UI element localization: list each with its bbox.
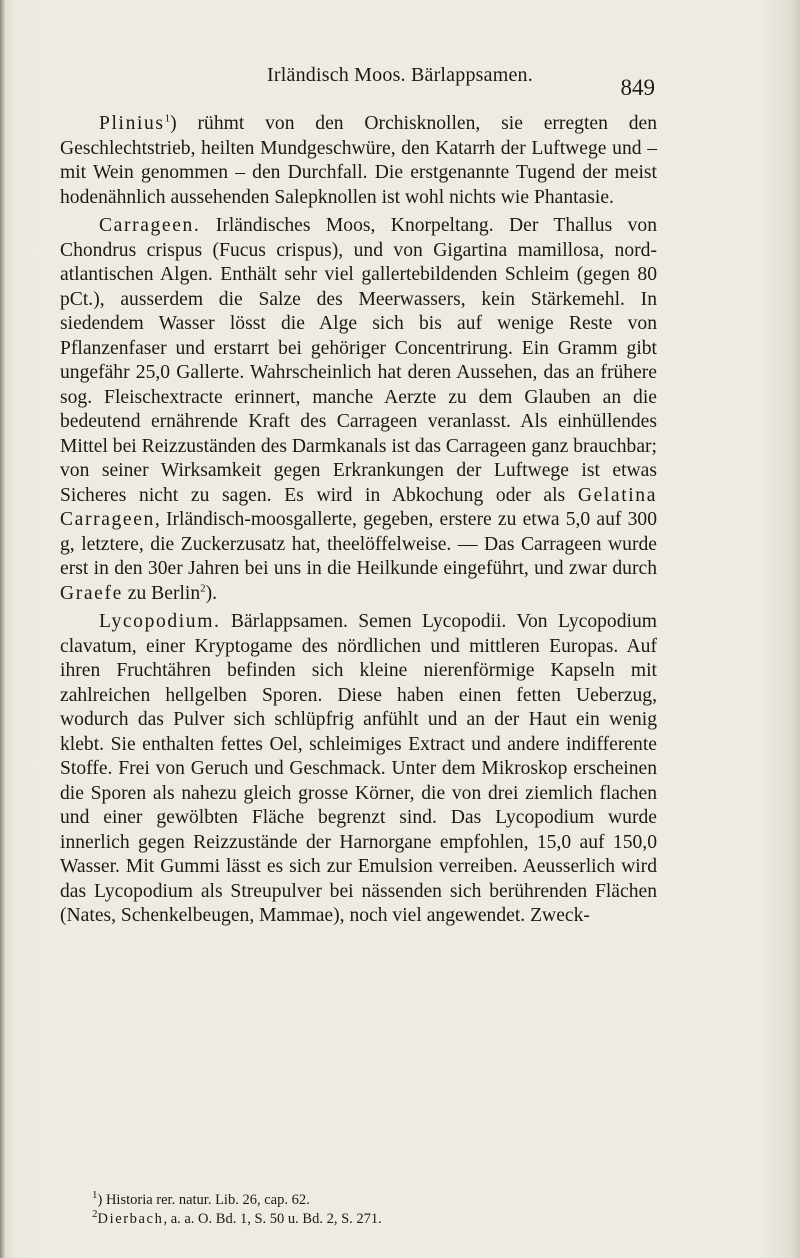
- footnote-1: [92, 1191, 652, 1210]
- footnote-mark: 1: [92, 1189, 98, 1202]
- main-text: [60, 112, 657, 929]
- footnote-ref: 1: [164, 112, 171, 125]
- page-number: 849: [620, 75, 655, 100]
- entry-heading-lycopodium: Lycopodium.: [99, 611, 221, 632]
- paragraph-text: zu Berlin: [122, 582, 201, 604]
- person-name: Graefe: [60, 582, 123, 604]
- paragraph-lycopodium: [60, 610, 657, 929]
- footnote-text: , a. a. O. Bd. 1, S. 50 u. Bd. 2, S. 271.: [163, 1211, 382, 1227]
- footnote-ref: 2: [200, 581, 206, 594]
- preparation-name: Gelatina Carrageen: [60, 484, 657, 530]
- paragraph-text: , Irländisch-moosgallerte, gegeben, erstere zu etwa 5,0 auf 300 g, letztere, die Zuckerzusatz hat, theelöffelweise. — Das Carrageen wurde erst in den 30er Jahren bei uns in die Heilkunde eingeführt, und zwar durch: [60, 509, 657, 579]
- paragraph-text: Irländisches Moos, Knorpeltang. Der Thallus von Chondrus crispus (Fucus crispus), und von Gigartina mamillosa, nord-atlantischen Algen. Enthält sehr viel gallertebildenden Schleim (gegen 80 pCt.), ausserdem die Salze des Meerwassers, kein Stärkemehl. In siedendem Wasser lösst die Alge sich bis auf wenige Reste von Pflanzenfaser und erstarrt bei gehöriger Concentrirung. Ein Gramm gibt ungefähr 25,0 Gallerte. Wahrscheinlich hat deren Aussehen, das an frühere sog. Fleischextracte erinnert, manche Aerzte zu dem Glauben an die bedeutend ernährende Kraft des Carrageen veranlasst. Als einhüllendes Mittel bei Reizzuständen des Darmkanals ist das Carrageen ganz brauchbar; von seiner Wirksamkeit gegen Erkrankungen der Luftwege ist etwas Sicheres nicht zu sagen. Es wird in Abkochung oder als: [60, 215, 657, 506]
- page-edge-shadow: [0, 0, 5, 1258]
- footnote-text: ) Historia rer. natur. Lib. 26, cap. 62.: [97, 1192, 310, 1208]
- footnote-author: Dierbach: [97, 1211, 164, 1227]
- page-header: [0, 64, 800, 104]
- paragraph-text: ).: [205, 582, 218, 604]
- footnote-mark: 2: [92, 1208, 98, 1221]
- running-title: Irländisch Moos. Bärlappsamen.: [267, 64, 533, 86]
- footnote-2: [92, 1210, 652, 1229]
- author-name: Plinius: [99, 113, 165, 134]
- entry-heading-carrageen: Carrageen.: [99, 215, 201, 236]
- paragraph-text: ) rühmt von den Orchisknollen, sie erregten den Geschlechtstrieb, heilten Mundgeschwüre, den Katarrh der Luftwege und – mit Wein genommen – den Durchfall. Die erstgenannte Tugend der meist hodenähnlich aussehenden Salepknollen ist wohl nichts wie Phantasie.: [60, 113, 657, 208]
- paragraph-carrageen: [60, 214, 657, 606]
- paragraph-plinius: [60, 112, 657, 210]
- footnotes: [92, 1191, 652, 1229]
- paragraph-text: Bärlappsamen. Semen Lycopodii. Von Lycopodium clavatum, einer Kryptogame des nördlichen und mittleren Europas. Auf ihren Fruchtähren befinden sich kleine nierenförmige Kapseln mit zahlreichen hellgelben Sporen. Diese haben einen fetten Ueberzug, wodurch das Pulver sich schlüpfrig anfühlt und an der Haut ein wenig klebt. Sie enthalten fettes Oel, schleimiges Extract und andere indifferente Stoffe. Frei von Geruch und Geschmack. Unter dem Mikroskop erscheinen die Sporen als nahezu gleich grosse Körner, die von drei ziemlich flachen und einer gewölbten Fläche begrenzt sind. Das Lycopodium wurde innerlich gegen Reizzustände der Harnorgane empfohlen, 15,0 auf 150,0 Wasser. Mit Gummi lässt es sich zur Emulsion verreiben. Aeusserlich wird das Lycopodium als Streupulver bei nässenden sich berührenden Flächen (Nates, Schenkelbeugen, Mammae), noch viel angewendet. Zweck-: [60, 611, 657, 926]
